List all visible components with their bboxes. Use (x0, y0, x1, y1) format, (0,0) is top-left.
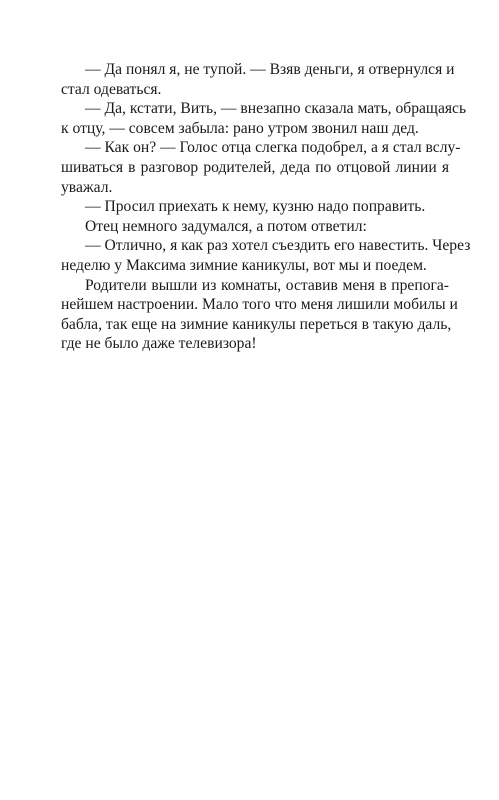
text-line: неделю у Максима зимние каникулы, вот мы и поедем. (61, 256, 427, 274)
text-line: — Да понял я, не тупой. — Взяв деньги, я отвернулся и (85, 61, 455, 78)
text-line: — Отлично, я как раз хотел съездить его навестить. Через (85, 237, 471, 255)
body-text (61, 60, 471, 354)
text-line: к отцу, — совсем забыла: рано утром звонил наш дед. (61, 119, 419, 137)
text-line: шиваться в разговор родителей, деда по отцовой линии я (61, 158, 449, 176)
text-line: Родители вышли из комнаты, оставив меня в препога- (85, 276, 449, 294)
text-line: уважал. (61, 178, 113, 196)
text-line: нейшем настроении. Мало того что меня лишили мобилы и (61, 296, 458, 314)
text-line: — Просил приехать к нему, кузню надо поправить. (85, 198, 426, 216)
text-line: — Как он? — Голос отца слегка подобрел, а я стал вслу- (85, 139, 461, 157)
text-line: где не было даже телевизора! (61, 335, 257, 353)
text-line: — Да, кстати, Вить, — внезапно сказала мать, обращаясь (85, 100, 467, 118)
text-line: стал одеваться. (61, 80, 162, 98)
text-line: Отец немного задумался, а потом ответил: (85, 217, 367, 235)
text-line: бабла, так еще на зимние каникулы переться в такую даль, (61, 315, 452, 333)
